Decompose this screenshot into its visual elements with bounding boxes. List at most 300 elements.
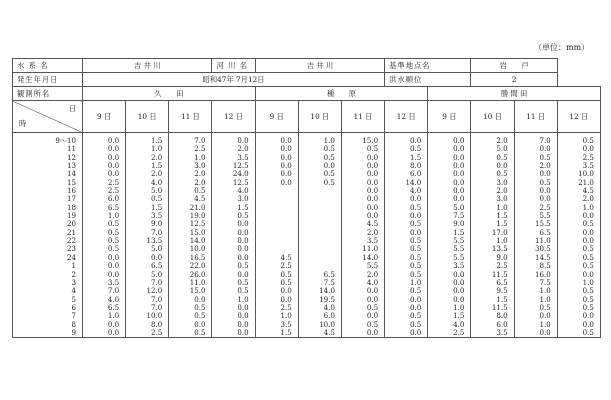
rainfall-value: 0.5 — [237, 277, 249, 287]
rainfall-value: 0.0 — [107, 144, 120, 154]
rainfall-value: 10.0 — [578, 169, 594, 179]
rainfall-value: 26.0 — [189, 269, 206, 279]
rainfall-value: 0.0 — [107, 161, 120, 171]
rainfall-value: 10.0 — [146, 311, 163, 321]
rainfall-value: 0.0 — [194, 294, 206, 304]
rainfall-value: 0.0 — [539, 186, 551, 196]
rainfall-value: 8.0 — [409, 161, 422, 171]
day-header: 11 日 — [169, 101, 212, 133]
rainfall-value — [299, 187, 335, 195]
hour-label: 16 — [66, 186, 76, 196]
water-system-label: 水 系 名 — [13, 59, 83, 73]
rainfall-value: 14.0 — [189, 236, 206, 246]
rainfall-value: 9.0 — [151, 219, 163, 229]
rainfall-value: 0.5 — [107, 236, 120, 246]
rainfall-value: 1.5 — [237, 202, 249, 212]
rainfall-value — [299, 220, 335, 228]
rainfall-value: 6.5 — [539, 227, 551, 237]
rainfall-value: 2.5 — [280, 261, 292, 271]
rainfall-value: 2.5 — [453, 327, 465, 337]
station-name: 勝 間 田 — [428, 87, 601, 101]
rainfall-value: 1.0 — [539, 286, 551, 296]
rainfall-value: 0.0 — [280, 152, 292, 162]
rainfall-value: 1.0 — [582, 277, 594, 287]
rainfall-value: 15.0 — [189, 227, 206, 237]
rainfall-value: 0.5 — [323, 169, 335, 179]
hour-label: 15 — [66, 177, 76, 187]
rainfall-value: 0.5 — [194, 311, 206, 321]
rainfall-value: 0.0 — [409, 227, 422, 237]
rainfall-value — [256, 229, 292, 237]
rainfall-value: 2.0 — [366, 227, 379, 237]
rainfall-value: 3.0 — [194, 161, 206, 171]
rainfall-value: 0.0 — [237, 252, 249, 262]
rainfall-value: 1.0 — [151, 144, 163, 154]
rainfall-value: 15.0 — [362, 136, 379, 145]
hour-label: 20 — [66, 219, 76, 229]
rainfall-value: 12.5 — [232, 161, 249, 171]
rainfall-value: 1.0 — [323, 136, 335, 145]
rainfall-value: 0.0 — [237, 311, 249, 321]
base-point-value: 岩 戸 — [471, 59, 557, 73]
rainfall-value: 1.0 — [496, 236, 508, 246]
hour-label: 1 — [71, 261, 76, 271]
rainfall-value: 2.0 — [151, 152, 163, 162]
rainfall-value: 0.0 — [366, 311, 379, 321]
rainfall-value: 11.5 — [491, 302, 508, 312]
rainfall-value: 13.5 — [146, 236, 163, 246]
rainfall-value: 7.5 — [323, 277, 335, 287]
rainfall-value: 3.5 — [107, 277, 120, 287]
rainfall-value: 2.5 — [280, 302, 292, 312]
rainfall-value: 0.0 — [237, 219, 249, 229]
rainfall-value: 0.0 — [366, 202, 379, 212]
rainfall-value: 0.5 — [280, 277, 292, 287]
rainfall-value: 6.5 — [151, 261, 163, 271]
rainfall-value: 5.5 — [539, 211, 551, 221]
rainfall-value: 0.0 — [280, 286, 292, 296]
rainfall-value: 1.5 — [280, 327, 292, 337]
rainfall-value: 0.0 — [453, 286, 465, 296]
rainfall-value: 1.5 — [453, 227, 465, 237]
rainfall-value: 1.5 — [409, 152, 422, 162]
rainfall-value: 11.0 — [189, 277, 206, 287]
rainfall-value: 0.0 — [280, 177, 292, 187]
rainfall-value — [256, 195, 292, 203]
day-header: 12 日 — [385, 101, 428, 133]
river-label: 河 川 名 — [212, 59, 255, 73]
rainfall-value: 0.0 — [237, 236, 249, 246]
rainfall-value: 1.0 — [496, 202, 508, 212]
rainfall-value: 7.0 — [107, 286, 120, 296]
rainfall-value: 5.0 — [151, 186, 163, 196]
rainfall-value: 0.0 — [453, 294, 465, 304]
rainfall-value: 17.0 — [491, 227, 508, 237]
rainfall-value: 0.5 — [194, 186, 206, 196]
rainfall-value: 0.5 — [496, 152, 508, 162]
rainfall-column — [514, 133, 557, 338]
rainfall-value: 0.0 — [366, 161, 379, 171]
rainfall-value: 0.0 — [366, 286, 379, 296]
rainfall-value: 3.5 — [151, 211, 163, 221]
rainfall-value: 0.5 — [409, 202, 422, 212]
rainfall-value: 0.0 — [366, 152, 379, 162]
hour-label: 6 — [71, 302, 76, 312]
hour-column — [13, 133, 83, 338]
rainfall-value: 0.0 — [280, 161, 292, 171]
rainfall-value: 0.0 — [453, 136, 465, 145]
station-label: 観測所名 — [13, 87, 83, 101]
rainfall-value: 0.5 — [582, 294, 594, 304]
rainfall-value: 12.0 — [146, 286, 163, 296]
rainfall-value: 0.5 — [237, 286, 249, 296]
rainfall-value: 7.0 — [151, 227, 163, 237]
rainfall-value: 3.5 — [496, 327, 508, 337]
diagonal-hour-label: 時 — [19, 119, 27, 128]
rainfall-value — [299, 204, 335, 212]
rainfall-value: 16.5 — [189, 252, 206, 262]
rainfall-value: 0.0 — [107, 319, 120, 329]
rainfall-value: 4.0 — [409, 186, 422, 196]
rainfall-value: 0.0 — [582, 269, 594, 279]
rainfall-value: 0.0 — [539, 169, 551, 179]
rainfall-value: 4.5 — [194, 194, 206, 204]
rainfall-value: 0.0 — [237, 136, 249, 145]
rainfall-value: 2.0 — [496, 136, 508, 145]
rainfall-value: 6.0 — [409, 169, 422, 179]
rainfall-column — [169, 133, 212, 338]
rainfall-value: 4.5 — [323, 327, 335, 337]
rainfall-column — [83, 133, 126, 338]
hour-label: 9〜10 — [55, 136, 76, 145]
station-name: 久 田 — [83, 87, 256, 101]
hour-label: 7 — [71, 311, 76, 321]
rainfall-value: 0.0 — [366, 169, 379, 179]
rainfall-value: 5.5 — [453, 244, 465, 254]
rainfall-value: 0.0 — [409, 302, 422, 312]
hour-label: 23 — [66, 244, 76, 254]
rainfall-value: 0.0 — [366, 186, 379, 196]
rainfall-value: 0.0 — [366, 211, 379, 221]
rainfall-value: 0.5 — [582, 327, 594, 337]
river-value: 吉 井 川 — [255, 59, 384, 73]
hour-label: 5 — [71, 294, 76, 304]
rainfall-value: 22.0 — [189, 261, 206, 271]
rainfall-value: 0.5 — [582, 252, 594, 262]
day-header: 10 日 — [126, 101, 169, 133]
rainfall-value: 19.5 — [319, 294, 335, 304]
rainfall-value: 0.5 — [151, 194, 163, 204]
rainfall-value: 0.0 — [107, 169, 120, 179]
rainfall-value: 8.5 — [539, 261, 551, 271]
rainfall-value — [256, 220, 292, 228]
date-label: 発生年月日 — [13, 73, 83, 87]
rainfall-value: 0.5 — [366, 302, 379, 312]
day-header: 11 日 — [341, 101, 384, 133]
rainfall-value: 21.0 — [189, 202, 206, 212]
rainfall-value: 19.0 — [189, 211, 206, 221]
rainfall-value: 3.0 — [237, 194, 249, 204]
rainfall-value: 0.0 — [453, 186, 465, 196]
rainfall-value: 1.5 — [151, 202, 163, 212]
rainfall-value: 6.0 — [107, 194, 120, 204]
rainfall-value: 0.0 — [107, 136, 120, 145]
rainfall-value: 7.5 — [539, 277, 551, 287]
rainfall-value: 1.0 — [539, 294, 551, 304]
station-row — [13, 87, 601, 101]
rainfall-value: 8.0 — [151, 319, 163, 329]
rainfall-value: 4.0 — [453, 319, 465, 329]
rainfall-value: 0.5 — [323, 144, 335, 154]
rainfall-value: 2.5 — [151, 327, 163, 337]
rainfall-value: 0.0 — [453, 152, 465, 162]
rainfall-value: 0.0 — [453, 161, 465, 171]
day-header: 9 日 — [83, 101, 126, 133]
rainfall-value: 0.5 — [107, 219, 120, 229]
rainfall-value: 2.0 — [496, 186, 508, 196]
hour-label: 17 — [66, 194, 76, 204]
rainfall-value: 2.0 — [237, 144, 249, 154]
rainfall-value: 1.0 — [280, 311, 292, 321]
rainfall-value: 4.0 — [151, 177, 163, 187]
rainfall-value: 2.0 — [539, 161, 551, 171]
rainfall-value: 14.0 — [405, 177, 422, 187]
rainfall-value: 0.0 — [539, 311, 551, 321]
rainfall-value: 1.5 — [151, 161, 163, 171]
rainfall-value: 3.5 — [453, 261, 465, 271]
rainfall-value: 0.0 — [237, 327, 249, 337]
rainfall-value: 1.5 — [496, 219, 508, 229]
rainfall-value: 0.0 — [366, 294, 379, 304]
rainfall-value: 4.5 — [582, 186, 594, 196]
rainfall-column — [471, 133, 514, 338]
rainfall-value: 1.5 — [151, 136, 163, 145]
rainfall-value: 8.0 — [496, 311, 508, 321]
rainfall-value: 0.0 — [582, 211, 594, 221]
rainfall-value: 3.0 — [496, 194, 508, 204]
rainfall-value: 0.5 — [539, 177, 551, 187]
rainfall-value: 0.5 — [409, 236, 422, 246]
rainfall-value: 3.5 — [237, 152, 249, 162]
rainfall-value: 0.5 — [409, 144, 422, 154]
unit-label: （単位：mm） — [534, 43, 590, 52]
rainfall-value: 5.0 — [151, 244, 163, 254]
rainfall-value — [299, 212, 335, 220]
rainfall-value: 0.0 — [151, 252, 163, 262]
rainfall-value: 5.5 — [366, 261, 379, 271]
flood-rank-label: 洪水順位 — [385, 73, 471, 87]
rainfall-value: 0.0 — [107, 327, 120, 337]
rainfall-value: 0.0 — [280, 169, 292, 179]
rainfall-value: 1.0 — [409, 277, 422, 287]
rainfall-value: 0.0 — [539, 327, 551, 337]
rainfall-value: 0.0 — [582, 311, 594, 321]
rainfall-value — [299, 237, 335, 245]
rainfall-value: 2.5 — [496, 261, 508, 271]
rainfall-value — [256, 204, 292, 212]
rainfall-value: 0.0 — [409, 211, 422, 221]
rainfall-column — [255, 133, 298, 338]
day-header: 9 日 — [428, 101, 471, 133]
rainfall-column — [341, 133, 384, 338]
rainfall-value: 7.0 — [151, 277, 163, 287]
rainfall-value: 0.0 — [409, 327, 422, 337]
day-header: 9 日 — [255, 101, 298, 133]
data-body-row — [13, 133, 601, 338]
rainfall-value: 2.0 — [194, 169, 206, 179]
rainfall-column — [212, 133, 255, 338]
diagonal-day-label: 日 — [68, 104, 76, 113]
rainfall-value: 0.5 — [409, 311, 422, 321]
rainfall-value: 1.0 — [237, 294, 249, 304]
rainfall-value: 13.5 — [491, 244, 508, 254]
day-header-row — [13, 101, 601, 133]
rainfall-value: 6.5 — [496, 277, 508, 287]
rainfall-value: 1.0 — [582, 202, 594, 212]
rainfall-value: 4.0 — [107, 294, 120, 304]
rainfall-value: 1.0 — [194, 152, 206, 162]
rainfall-value: 15.0 — [189, 286, 206, 296]
hour-label: 18 — [66, 202, 76, 212]
rainfall-value: 0.0 — [237, 319, 249, 329]
rainfall-value: 0.0 — [496, 161, 508, 171]
rainfall-value: 5.0 — [453, 202, 465, 212]
rainfall-value: 6.0 — [323, 311, 335, 321]
hour-label: 22 — [66, 236, 76, 246]
rainfall-value: 1.0 — [539, 319, 551, 329]
hour-label: 21 — [66, 227, 76, 237]
rainfall-value: 2.5 — [107, 177, 120, 187]
day-header: 10 日 — [298, 101, 341, 133]
rainfall-value: 4.0 — [323, 302, 335, 312]
rainfall-value — [256, 237, 292, 245]
hour-label: 11 — [66, 144, 76, 154]
rainfall-value: 0.5 — [582, 244, 594, 254]
rainfall-value: 1.0 — [107, 211, 120, 221]
rainfall-value: 0.0 — [366, 327, 379, 337]
rainfall-value: 12.5 — [232, 177, 249, 187]
hour-label: 3 — [71, 277, 76, 287]
hour-label: 14 — [66, 169, 76, 179]
rainfall-value: 9.5 — [496, 286, 508, 296]
rainfall-value: 6.5 — [107, 302, 120, 312]
rainfall-value: 0.5 — [409, 261, 422, 271]
rainfall-value: 0.0 — [280, 144, 292, 154]
rainfall-value: 0.5 — [366, 144, 379, 154]
rainfall-value: 0.0 — [107, 252, 120, 262]
rainfall-value: 4.5 — [366, 219, 379, 229]
rainfall-value: 9.0 — [453, 219, 465, 229]
rainfall-value: 1.5 — [496, 211, 508, 221]
rainfall-value: 0.0 — [366, 177, 379, 187]
rainfall-value: 2.0 — [151, 169, 163, 179]
rainfall-value: 7.0 — [151, 302, 163, 312]
rainfall-value: 5.5 — [453, 236, 465, 246]
rainfall-value: 0.0 — [194, 319, 206, 329]
rainfall-value: 0.5 — [409, 252, 422, 262]
rainfall-value: 5.0 — [151, 269, 163, 279]
rainfall-value: 2.5 — [107, 186, 120, 196]
hour-label: 2 — [71, 269, 76, 279]
rainfall-value — [299, 245, 335, 253]
rainfall-value: 0.5 — [194, 327, 206, 337]
rainfall-value: 24.0 — [232, 169, 249, 179]
rainfall-value: 1.0 — [453, 302, 465, 312]
rainfall-value: 0.5 — [409, 219, 422, 229]
rainfall-value: 0.0 — [453, 194, 465, 204]
rainfall-value: 2.5 — [194, 144, 206, 154]
rainfall-value: 11.0 — [362, 244, 379, 254]
rainfall-value: 9.0 — [496, 252, 508, 262]
rainfall-column — [385, 133, 428, 338]
rainfall-value: 0.5 — [539, 152, 551, 162]
rainfall-value: 0.5 — [107, 244, 120, 254]
rainfall-value: 3.5 — [582, 161, 594, 171]
rainfall-value: 0.5 — [409, 319, 422, 329]
rainfall-value: 1.5 — [496, 294, 508, 304]
rainfall-value: 7.5 — [453, 211, 465, 221]
rainfall-value: 2.0 — [582, 194, 594, 204]
rainfall-column — [126, 133, 169, 338]
header-row-1 — [13, 59, 601, 73]
hour-label: 12 — [66, 152, 76, 162]
rainfall-value: 12.5 — [189, 219, 206, 229]
rainfall-value: 4.0 — [237, 186, 249, 196]
rainfall-value: 4.5 — [280, 252, 292, 262]
day-header: 10 日 — [471, 101, 514, 133]
rainfall-value — [256, 212, 292, 220]
rainfall-value: 0.0 — [107, 269, 120, 279]
rainfall-value: 0.0 — [582, 227, 594, 237]
rainfall-value: 7.0 — [194, 136, 206, 145]
rainfall-value: 14.0 — [319, 286, 335, 296]
rainfall-value: 0.0 — [409, 294, 422, 304]
hour-label: 24 — [66, 252, 76, 262]
rainfall-value: 0.0 — [539, 194, 551, 204]
hour-label: 9 — [71, 327, 76, 337]
rainfall-value: 11.0 — [534, 236, 551, 246]
rainfall-column — [298, 133, 341, 338]
rainfall-value: 0.5 — [194, 302, 206, 312]
rainfall-value: 0.0 — [453, 144, 465, 154]
rainfall-value: 0.0 — [107, 261, 120, 271]
rainfall-value: 0.5 — [539, 302, 551, 312]
base-point-label: 基準地点名 — [385, 59, 471, 73]
rainfall-value: 0.5 — [237, 261, 249, 271]
rainfall-table — [12, 58, 601, 338]
rainfall-value — [299, 195, 335, 203]
rainfall-value: 0.5 — [107, 227, 120, 237]
rainfall-value: 0.5 — [409, 244, 422, 254]
rainfall-column — [428, 133, 471, 338]
flood-rank-value: 2 — [471, 73, 557, 87]
rainfall-value: 11.5 — [491, 269, 508, 279]
rainfall-value: 0.5 — [496, 169, 508, 179]
rainfall-value: 0.5 — [323, 152, 335, 162]
rainfall-value: 0.0 — [237, 269, 249, 279]
header-row-2 — [13, 73, 601, 87]
rainfall-value: 30.5 — [534, 244, 551, 254]
rainfall-value: 5.0 — [496, 144, 508, 154]
rainfall-value: 7.0 — [539, 136, 551, 145]
rainfall-value: 6.5 — [323, 269, 335, 279]
rainfall-value: 2.5 — [539, 202, 551, 212]
rainfall-value: 0.5 — [582, 286, 594, 296]
diagonal-header-cell — [13, 101, 83, 133]
rainfall-value: 0.0 — [107, 152, 120, 162]
rainfall-value: 2.5 — [582, 152, 594, 162]
rainfall-value: 0.5 — [237, 211, 249, 221]
